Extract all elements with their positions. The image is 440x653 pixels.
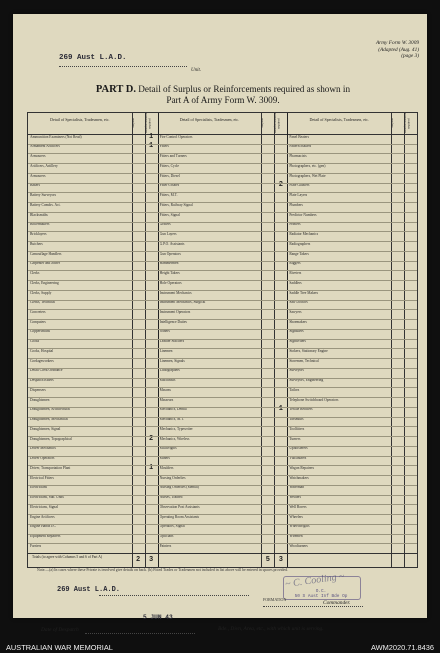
table-row-label: Clerks bbox=[30, 271, 40, 276]
table-row-label: Fitters, Cycle bbox=[159, 163, 180, 168]
table-row-label: Joiners bbox=[159, 329, 170, 334]
row-divider bbox=[28, 504, 417, 505]
reinforcement-count: 1 bbox=[278, 405, 283, 414]
table-row-label: Engine Artificers bbox=[30, 514, 55, 519]
table-row-label: Riveters bbox=[289, 271, 302, 276]
table-row-label: Vulcanizers bbox=[289, 456, 307, 461]
table-row-label: Textile Refitters bbox=[289, 407, 313, 412]
table-row-label: Electricians, Sub. Units bbox=[30, 495, 64, 500]
row-divider bbox=[28, 290, 417, 291]
table-row-label: Plate Layers bbox=[289, 193, 308, 198]
table-row-label: Operators, Signal bbox=[159, 524, 185, 529]
table-row-label: Linemen, Signals bbox=[159, 358, 185, 363]
table-row-label: Wiremen bbox=[289, 534, 303, 539]
unit-typed: 269 Aust L.A.D. bbox=[59, 54, 127, 62]
unit-label: Unit. bbox=[191, 68, 202, 73]
total-reinforcements: 3 bbox=[149, 556, 154, 564]
table-row-label: Cooks, Hospital bbox=[30, 348, 54, 353]
row-divider bbox=[28, 222, 417, 223]
table-row-label: Instrument Mechanics, Surgical bbox=[159, 300, 206, 305]
table-row-label: Butchers bbox=[30, 241, 43, 246]
table-row-label: Range Takers bbox=[289, 251, 309, 256]
row-divider bbox=[28, 241, 417, 242]
row-divider bbox=[28, 368, 417, 369]
table-row-label: Ammunition Examiners (Not Read) bbox=[30, 134, 82, 139]
header-reinforcements: Reinforcements required bbox=[273, 112, 281, 133]
table-row-label: Hammermen bbox=[159, 261, 179, 266]
table-row-label: Millwrights bbox=[159, 446, 177, 451]
part-label: PART D. bbox=[95, 84, 136, 95]
brigade-label: Bde., Divn, Area, etc., with which unit is serving. bbox=[218, 626, 324, 632]
table-row-label: Artificers, Artillery bbox=[30, 163, 58, 168]
table-row-label: Clerks, Engineering bbox=[30, 280, 59, 285]
row-divider bbox=[28, 534, 417, 535]
table-row-label: Draughtsmen, Topographical bbox=[30, 436, 72, 441]
table-row-label: Nurses, Trained bbox=[159, 495, 183, 500]
reinforcement-count: 1 bbox=[149, 132, 154, 141]
table-row-label: Instrument Operators bbox=[159, 309, 191, 314]
formation-label: FORMATION bbox=[263, 597, 287, 602]
table-row-label: Cordageworkers bbox=[30, 358, 54, 363]
row-divider bbox=[28, 495, 417, 496]
table-row-label: Armourers bbox=[30, 173, 46, 178]
table-row-label: Plumbers bbox=[289, 202, 303, 207]
table-row-label: Pattern Makers bbox=[289, 144, 312, 149]
form-ref-line1: Army Form W. 3009 bbox=[375, 40, 419, 46]
header-reinforcements: Reinforcements required bbox=[403, 112, 411, 133]
table-row-label: Fitters and Turners bbox=[159, 154, 187, 159]
reinforcement-count: 1 bbox=[149, 142, 154, 151]
archive-reference: AWM2020.71.8436 bbox=[371, 643, 434, 652]
table-row-label: Gun Operators bbox=[159, 251, 181, 256]
table-row-label: Draughtsmen bbox=[30, 397, 50, 402]
reinforcement-count: 2 bbox=[278, 181, 283, 190]
column-divider bbox=[404, 113, 405, 567]
table-row-label: Wheelers bbox=[289, 514, 303, 519]
table-row-label: Radiographers bbox=[289, 241, 311, 246]
commander-label: Commander. bbox=[323, 600, 351, 606]
table-row-label: Waterman bbox=[289, 485, 305, 490]
row-divider bbox=[28, 378, 417, 379]
table-row-label: Painters bbox=[159, 543, 172, 548]
table-row-label: Welders bbox=[289, 495, 302, 500]
form-page bbox=[13, 14, 427, 633]
row-divider bbox=[28, 251, 417, 252]
table-row-label: Gun Layers bbox=[159, 232, 177, 237]
table-row-label: Equipment Repairers bbox=[30, 534, 61, 539]
total-surplus: 5 bbox=[265, 556, 270, 564]
table-row-label: Fitters, Railway Signal bbox=[159, 202, 193, 207]
table-row-label: Well Borers bbox=[289, 504, 307, 509]
total-surplus: 2 bbox=[136, 556, 141, 564]
stamp-text bbox=[285, 589, 357, 599]
header-reinforcements: Reinforcements required bbox=[143, 112, 152, 133]
table-row-label: Wheelwrights bbox=[289, 524, 310, 529]
signature-scrawl: ~ C. Cooling ~ bbox=[284, 570, 346, 591]
table-row-label: Toolfitters bbox=[289, 426, 305, 431]
table-row-label: Wagon Repairers bbox=[289, 465, 315, 470]
row-divider bbox=[28, 407, 417, 408]
table-row-label: Upholsterers bbox=[289, 446, 308, 451]
row-divider bbox=[28, 465, 417, 466]
row-divider bbox=[28, 329, 417, 330]
table-row-label: Boilermakers bbox=[30, 222, 50, 227]
row-divider bbox=[28, 543, 417, 544]
column-divider bbox=[287, 113, 288, 567]
table-row-label: Surveyors, Engineering bbox=[289, 378, 324, 383]
table-row-label: Electrical Fitters bbox=[30, 475, 54, 480]
table-row-label: Saddle Tree Makers bbox=[289, 290, 319, 295]
form-reference bbox=[329, 40, 419, 60]
table-row-label: Panel Beaters bbox=[289, 134, 309, 139]
row-divider bbox=[28, 153, 417, 154]
table-row-label: Battery Surveyors bbox=[30, 193, 57, 198]
table-row-label: Bakers bbox=[30, 183, 40, 188]
table-row-label: Sawyers bbox=[289, 309, 302, 314]
total-reinforcements: 3 bbox=[278, 556, 283, 564]
row-divider bbox=[28, 202, 417, 203]
form-note: Note.—(a) In cases where these Private is involved give details on back. (b) Fitted Trades or Tradesmen not included in list above will be entered in spaces provided. bbox=[37, 568, 288, 572]
table-row-label: Saddlers bbox=[289, 280, 302, 285]
table-row-label: Saw Doctors bbox=[289, 300, 308, 305]
row-divider bbox=[28, 475, 417, 476]
table-row-label: Watchmakers bbox=[289, 475, 309, 480]
table-row-label: Mechanics, Typewriter bbox=[159, 426, 193, 431]
table-row-label: Coppersmiths bbox=[30, 329, 50, 334]
table-row-label: Intelligence Duties bbox=[159, 319, 187, 324]
table-row-label: Instrument Mechanics bbox=[159, 290, 192, 295]
table-row-label: Driver Mechanics bbox=[30, 446, 56, 451]
table-row-label: Bricklayers bbox=[30, 232, 47, 237]
column-divider bbox=[145, 113, 146, 567]
specialists-table bbox=[27, 112, 418, 568]
row-divider bbox=[28, 144, 417, 145]
row-divider bbox=[28, 358, 417, 359]
header-description: Detail of Specialists, Tradesmen, etc. bbox=[50, 117, 110, 122]
table-row-label: Moulders bbox=[159, 465, 174, 470]
table-row-label: Despatch Riders bbox=[30, 378, 54, 383]
table-row-label: Woodturners bbox=[289, 543, 308, 548]
table-row-label: Electricians bbox=[30, 485, 47, 490]
row-divider bbox=[28, 348, 417, 349]
column-divider bbox=[158, 113, 159, 567]
row-divider bbox=[28, 339, 417, 340]
table-row-label: Signwriters bbox=[289, 339, 306, 344]
reinforcement-count: 1 bbox=[149, 463, 154, 472]
table-row-label: Armourers bbox=[30, 154, 46, 159]
footer-unit-underline bbox=[99, 595, 249, 596]
row-divider bbox=[28, 309, 417, 310]
table-row-label: Driver Operators bbox=[30, 456, 55, 461]
stamp-line2: 50 S Aust Inf Bde Op bbox=[294, 594, 348, 599]
date-stamp: 5 JUN 43 bbox=[143, 614, 173, 621]
column-divider bbox=[391, 113, 392, 567]
column-divider bbox=[261, 113, 262, 567]
table-row-label: Computers bbox=[30, 319, 46, 324]
table-row-label: Printers bbox=[289, 222, 301, 227]
table-row-label: Fitters bbox=[159, 144, 169, 149]
table-row-label: Fitters, Signal bbox=[159, 212, 180, 217]
table-row-label: Linemen bbox=[159, 348, 173, 353]
row-divider bbox=[28, 231, 417, 232]
table-row-label: Predictor Numbers bbox=[289, 212, 317, 217]
row-divider bbox=[28, 397, 417, 398]
despatch-label: Date of Despatch bbox=[41, 627, 79, 633]
table-row-label: Observation Post Assistants bbox=[159, 504, 200, 509]
table-row-label: Mechanics, Dental bbox=[159, 407, 187, 412]
form-ref-line2: (Adapted (Aug. 41) bbox=[378, 46, 419, 53]
table-row-label: Dispensers bbox=[30, 387, 46, 392]
table-row-label: Draughtsmen, Mechanical bbox=[30, 417, 68, 422]
row-divider bbox=[28, 163, 417, 164]
totals-divider bbox=[28, 553, 417, 554]
title-line2: Part A of Army Form W. 3009. bbox=[166, 95, 280, 105]
table-row-label: Riggers bbox=[289, 261, 301, 266]
table-row-label: Driver, Transportation Plant bbox=[30, 465, 71, 470]
table-row-label: Fitters, M.T. bbox=[159, 193, 178, 198]
table-row-label: Miners bbox=[159, 456, 170, 461]
table-row-label: Photographers, Wet Plate bbox=[289, 173, 326, 178]
table-row-label: Surveyors bbox=[289, 368, 304, 373]
row-divider bbox=[28, 485, 417, 486]
table-row-label: Detail Clerk Ordnance bbox=[30, 368, 63, 373]
table-row-label: G.P.O. Assistants bbox=[159, 241, 185, 246]
header-surplus: Surplus bbox=[130, 118, 135, 129]
table-row-label: Fitters, Diesel bbox=[159, 173, 180, 178]
table-row-label: Hole Operators bbox=[159, 280, 182, 285]
commander-underline bbox=[263, 606, 363, 607]
table-row-label: Nursing Orderlies (Mental) bbox=[159, 485, 199, 490]
table-row-label: Height Takers bbox=[159, 271, 180, 276]
row-divider bbox=[28, 387, 417, 388]
row-divider bbox=[28, 173, 417, 174]
table-row-label: Mechanics, Wireless bbox=[159, 436, 190, 441]
table-row-label: Signallers bbox=[289, 329, 304, 334]
row-divider bbox=[28, 319, 417, 320]
form-title bbox=[33, 84, 413, 106]
header-description: Detail of Specialists, Tradesmen, etc. bbox=[179, 117, 240, 122]
table-row-label: Lithographers bbox=[159, 368, 180, 373]
table-row-label: Plate Glaziers bbox=[289, 183, 310, 188]
table-row-label: Camouflage Handlers bbox=[30, 251, 62, 256]
row-divider bbox=[28, 514, 417, 515]
despatch-underline bbox=[85, 633, 195, 634]
table-row-label: Operating Room Assistants bbox=[159, 514, 199, 519]
table-row-label: Clerks, Supply bbox=[30, 290, 52, 295]
header-description: Detail of Specialists, Tradesmen, etc. bbox=[309, 117, 369, 122]
table-row-label: Blacksmiths bbox=[30, 212, 48, 217]
header-surplus: Surplus bbox=[390, 118, 394, 129]
table-row-label: Masons bbox=[159, 387, 171, 392]
row-divider bbox=[28, 456, 417, 457]
header-surplus: Surplus bbox=[260, 118, 265, 129]
table-row-label: Mechanics, M.T. bbox=[159, 417, 184, 422]
table-row-label: Electricians, Signal bbox=[30, 504, 58, 509]
row-divider bbox=[28, 212, 417, 213]
table-row-label: Nursing Orderlies bbox=[159, 475, 186, 480]
table-row-label: Clerks, Technical bbox=[30, 300, 56, 305]
table-row-label: Cooks bbox=[30, 339, 40, 344]
row-divider bbox=[28, 524, 417, 525]
column-divider bbox=[132, 113, 133, 567]
table-row-label: Opticians bbox=[159, 534, 174, 539]
table-row-label: Storemen, Technical bbox=[289, 358, 319, 363]
row-divider bbox=[28, 280, 417, 281]
table-row-label: Stokers, Stationary Engine bbox=[289, 348, 328, 353]
table-row-label: Draughtsmen, Architectural bbox=[30, 407, 70, 412]
row-divider bbox=[28, 261, 417, 262]
form-ref-line3: (page 3) bbox=[401, 53, 419, 60]
table-row-label: Tailors bbox=[289, 387, 300, 392]
row-divider bbox=[28, 183, 417, 184]
table-row-label: Draughtsmen, Signal bbox=[30, 426, 61, 431]
row-divider bbox=[28, 446, 417, 447]
title-line1: Detail of Surplus or Reinforcements required as shown in bbox=[138, 84, 351, 94]
table-row-label: Fire Control Operators bbox=[159, 134, 193, 139]
reinforcement-count: 2 bbox=[149, 434, 154, 443]
table-row-label: Photographers, etc. (gen) bbox=[289, 163, 326, 168]
stamp-line1: O.C. bbox=[315, 589, 327, 594]
table-row-label: Telephone Switchboard Operators bbox=[289, 397, 339, 402]
table-row-label: Armament Artificers bbox=[30, 144, 60, 149]
table-row-label: Turners bbox=[289, 436, 301, 441]
table-row-label: Engine Hands I/C bbox=[30, 524, 56, 529]
table-row-label: Battery Comdrs. Act. bbox=[30, 202, 61, 207]
table-row-label: Farriers bbox=[30, 543, 42, 548]
row-divider bbox=[28, 300, 417, 301]
totals-label: Totals (to agree with Columns 5 and 6 of Part A) bbox=[32, 555, 103, 559]
row-divider bbox=[28, 417, 417, 418]
table-row-label: Shoemakers bbox=[289, 319, 307, 324]
unit-underline bbox=[59, 66, 187, 67]
table-row-label: Fitter's Mates bbox=[159, 183, 180, 188]
row-divider bbox=[28, 270, 417, 271]
table-row-label: Concreters bbox=[30, 309, 46, 314]
table-row-label: Machinists bbox=[159, 378, 176, 383]
footer-unit: 269 Aust L.A.D. bbox=[57, 586, 121, 594]
table-row-label: Pharmacists bbox=[289, 154, 307, 159]
table-row-label: Gritters bbox=[159, 222, 171, 227]
table-row-label: Radiator Mechanics bbox=[289, 232, 319, 237]
table-row-label: Carpenter and Joiner bbox=[30, 261, 60, 266]
table-row-label: Leather Stitchers bbox=[159, 339, 185, 344]
row-divider bbox=[28, 192, 417, 193]
archive-institution: AUSTRALIAN WAR MEMORIAL bbox=[6, 643, 113, 652]
row-divider bbox=[28, 426, 417, 427]
table-row-label: Masseurs bbox=[159, 397, 174, 402]
row-divider bbox=[28, 436, 417, 437]
table-row-label: Tinsmiths bbox=[289, 417, 304, 422]
